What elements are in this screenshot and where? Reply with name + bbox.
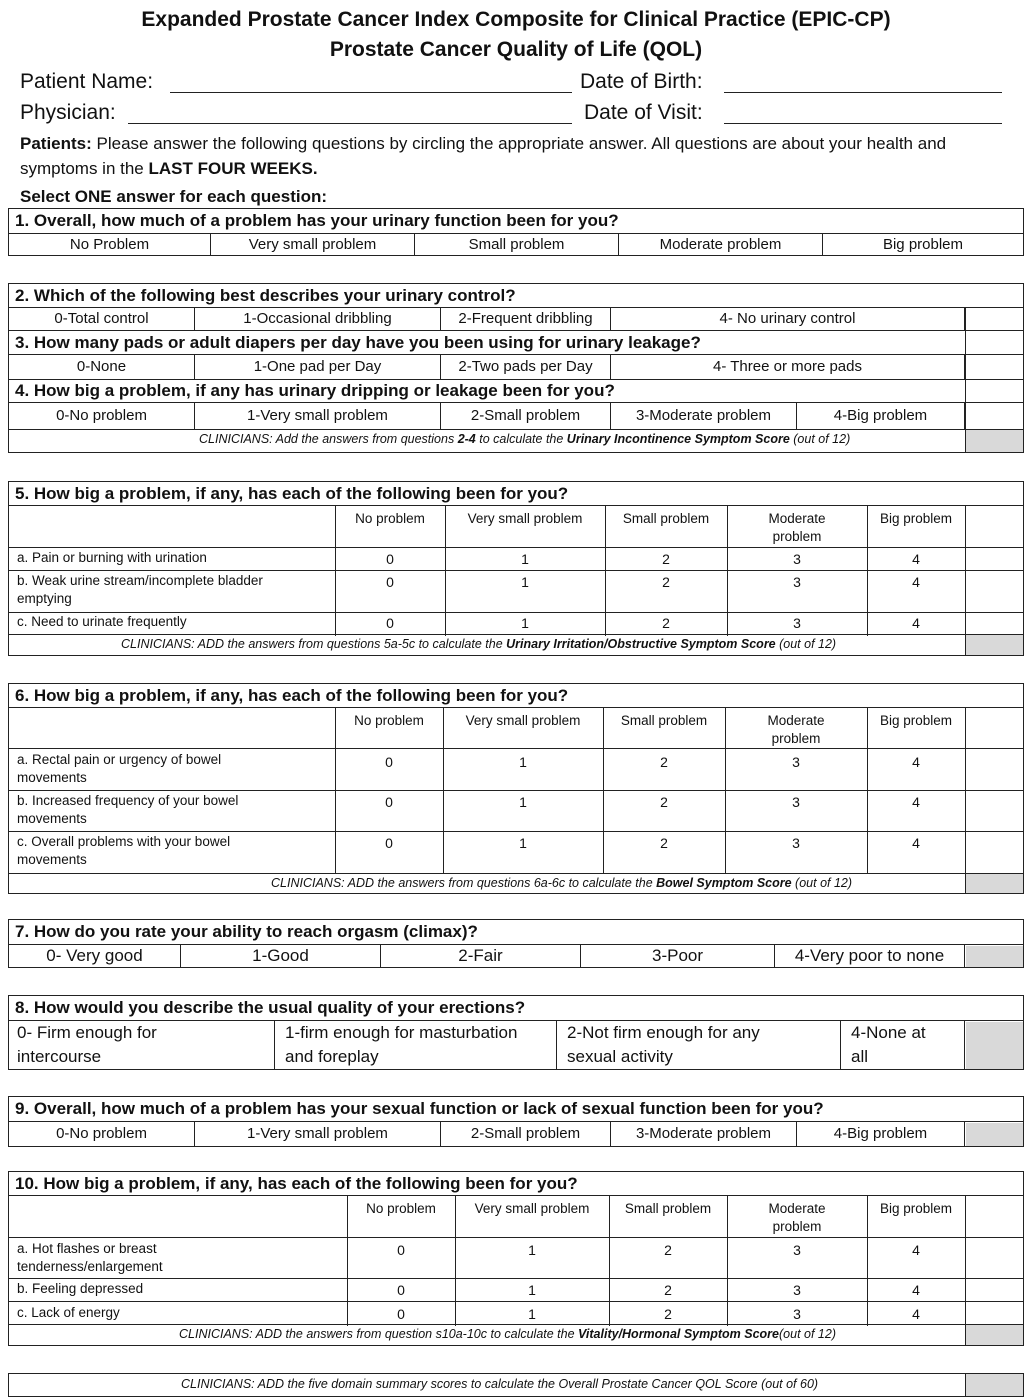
vitality-hormonal-instruction: CLINICIANS: ADD the answers from question s10a-10c to calculate the Vitality/Hormonal Symptom Score(out of 12) [179,1327,836,1341]
q8-option-2[interactable]: 2-Not firm enough for any sexual activity [557,1021,841,1069]
q8-option-3[interactable]: 4-None at all [841,1021,965,1069]
q4-option-4[interactable]: 4-Big problem [797,403,965,429]
q2-option-2[interactable]: 2-Frequent dribbling [441,308,611,330]
q10-row-label: c. Lack of energy [17,1305,120,1320]
q10-col-header: No problem [366,1201,436,1216]
q6-col-header: Big problem [879,713,953,728]
question-2-text: 2. Which of the following best describes your urinary control? [9,284,1023,308]
select-one-instruction: Select ONE answer for each question: [20,187,328,206]
physician-field[interactable] [128,123,572,124]
question-6-text: 6. How big a problem, if any, has each of the following been for you? [9,684,1023,708]
q9-option-3[interactable]: 3-Moderate problem [611,1122,797,1146]
q9-option-2[interactable]: 2-Small problem [441,1122,611,1146]
q10c-answer-3[interactable]: 3 [793,1306,801,1322]
q5a-answer-0[interactable]: 0 [386,551,394,567]
q4-option-3[interactable]: 3-Moderate problem [611,403,797,429]
q5b-answer-4[interactable]: 4 [912,574,920,590]
date-of-visit-field[interactable] [724,123,1002,124]
q10-row-label: a. Hot flashes or breast tenderness/enlargement [17,1241,163,1274]
question-1-text: 1. Overall, how much of a problem has your urinary function been for you? [9,209,1023,234]
q10a-answer-4[interactable]: 4 [912,1242,920,1258]
q10c-answer-1[interactable]: 1 [528,1306,536,1322]
q10a-answer-2[interactable]: 2 [664,1242,672,1258]
instructions [20,131,1010,181]
q7-option-0[interactable]: 0- Very good [9,945,181,967]
question-5-text: 5. How big a problem, if any, has each of the following been for you? [9,482,1023,506]
q5a-answer-4[interactable]: 4 [912,551,920,567]
q5-col-header: Very small problem [467,511,583,526]
last-four-weeks: LAST FOUR WEEKS. [148,159,318,178]
date-of-birth-label: Date of Birth: [580,70,703,93]
question-10 [8,1171,1024,1346]
q5a-answer-1[interactable]: 1 [521,551,529,567]
q5-col-header: Moderate problem [768,511,826,544]
q6c-answer-2[interactable]: 2 [660,835,668,851]
question-7 [8,919,1024,968]
form-title: Expanded Prostate Cancer Index Composite for Clinical Practice (EPIC-CP) [141,8,891,31]
q6a-answer-3[interactable]: 3 [792,754,800,770]
q10a-answer-3[interactable]: 3 [793,1242,801,1258]
q10c-answer-2[interactable]: 2 [664,1306,672,1322]
urinary-irritation-score-box[interactable] [966,635,1023,655]
q4-option-1[interactable]: 1-Very small problem [195,403,441,429]
bowel-score-box[interactable] [966,874,1023,893]
overall-score-box[interactable] [966,1374,1023,1396]
q4-option-2[interactable]: 2-Small problem [441,403,611,429]
q8-option-0[interactable]: 0- Firm enough for intercourse [9,1021,275,1069]
question-9-text: 9. Overall, how much of a problem has your sexual function or lack of sexual function been for you? [9,1097,1023,1122]
q5c-answer-1[interactable]: 1 [521,615,529,631]
bowel-score-instruction: CLINICIANS: ADD the answers from questions 6a-6c to calculate the Bowel Symptom Score (out of 12) [271,876,853,890]
q5-col-header: Small problem [622,511,710,526]
patient-name-label: Patient Name: [20,70,154,93]
q3-option-0[interactable]: 0-None [9,355,195,379]
physician-label: Physician: [20,101,116,124]
q6a-answer-0[interactable]: 0 [385,754,393,770]
q5-row-label: a. Pain or burning with urination [17,550,207,565]
q5-row-label: b. Weak urine stream/incomplete bladder emptying [17,573,263,606]
q7-option-3[interactable]: 3-Poor [581,945,775,967]
q9-score-box[interactable] [966,1123,1023,1146]
q3-option-1[interactable]: 1-One pad per Day [195,355,441,379]
question-5 [8,481,1024,656]
question-10-text: 10. How big a problem, if any, has each of the following been for you? [9,1172,1023,1196]
form-subtitle: Prostate Cancer Quality of Life (QOL) [329,38,703,61]
q6-col-header: Very small problem [465,713,581,728]
q4-option-0[interactable]: 0-No problem [9,403,195,429]
vitality-hormonal-score-box[interactable] [966,1325,1023,1345]
q10b-answer-4[interactable]: 4 [912,1282,920,1298]
q2-option-1[interactable]: 1-Occasional dribbling [195,308,441,330]
patient-name-field[interactable] [170,92,572,93]
q10-col-header: Very small problem [474,1201,590,1216]
q10b-answer-2[interactable]: 2 [664,1282,672,1298]
question-8-text: 8. How would you describe the usual quality of your erections? [9,996,1023,1021]
q6-col-header: Small problem [620,713,708,728]
q5c-answer-0[interactable]: 0 [386,615,394,631]
q6c-answer-1[interactable]: 1 [519,835,527,851]
q5b-answer-0[interactable]: 0 [386,574,394,590]
urinary-incontinence-instruction: CLINICIANS: Add the answers from questions 2-4 to calculate the Urinary Incontinence Symptom Score (out of 12) [199,432,851,446]
urinary-irritation-instruction: CLINICIANS: ADD the answers from questions 5a-5c to calculate the Urinary Irritation/Obstructive Symptom Score (out of 12) [121,637,837,651]
question-1 [8,208,1024,256]
q3-option-2[interactable]: 2-Two pads per Day [441,355,611,379]
q6-row-label: b. Increased frequency of your bowel movements [17,793,239,826]
q5c-answer-2[interactable]: 2 [662,615,670,631]
q6b-answer-0[interactable]: 0 [385,794,393,810]
q6c-answer-0[interactable]: 0 [385,835,393,851]
q1-option-1[interactable]: Very small problem [211,234,415,256]
q5b-answer-1[interactable]: 1 [521,574,529,590]
q10-row-label: b. Feeling depressed [17,1281,144,1296]
q2-option-0[interactable]: 0-Total control [9,308,195,330]
q5a-answer-3[interactable]: 3 [793,551,801,567]
q6a-answer-1[interactable]: 1 [519,754,527,770]
q10-col-header: Small problem [624,1201,712,1216]
q5b-answer-3[interactable]: 3 [793,574,801,590]
q10b-answer-0[interactable]: 0 [397,1282,405,1298]
q6b-answer-1[interactable]: 1 [519,794,527,810]
q5-col-header: No problem [355,511,425,526]
q7-option-4[interactable]: 4-Very poor to none [775,945,965,967]
q10c-answer-0[interactable]: 0 [397,1306,405,1322]
q6b-answer-4[interactable]: 4 [912,794,920,810]
q6-row-label: a. Rectal pain or urgency of bowel movements [17,752,222,785]
question-4-text: 4. How big a problem, if any has urinary dripping or leakage been for you? [9,380,1023,403]
q2-option-3[interactable]: 4- No urinary control [611,308,965,330]
q1-option-3[interactable]: Moderate problem [619,234,823,256]
q5a-answer-2[interactable]: 2 [662,551,670,567]
question-7-text: 7. How do you rate your ability to reach orgasm (climax)? [9,920,1023,945]
q8-score-box[interactable] [966,1022,1023,1069]
overall-score-row [8,1373,1024,1397]
date-of-birth-field[interactable] [724,92,1002,93]
q5-col-header: Big problem [879,511,953,526]
q10c-answer-4[interactable]: 4 [912,1306,920,1322]
q7-option-1[interactable]: 1-Good [181,945,381,967]
q10-col-header: Big problem [879,1201,953,1216]
q6c-answer-3[interactable]: 3 [792,835,800,851]
q10-col-header: Moderate problem [768,1201,826,1234]
q3-option-3[interactable]: 4- Three or more pads [611,355,965,379]
q10a-answer-0[interactable]: 0 [397,1242,405,1258]
date-of-visit-label: Date of Visit: [584,101,703,124]
questions-2-4 [8,283,1024,453]
q1-option-2[interactable]: Small problem [415,234,619,256]
q1-option-0[interactable]: No Problem [9,234,211,256]
q5b-answer-2[interactable]: 2 [662,574,670,590]
q6b-answer-2[interactable]: 2 [660,794,668,810]
q9-option-4[interactable]: 4-Big problem [797,1122,965,1146]
q5-row-label: c. Need to urinate frequently [17,614,187,629]
q9-option-0[interactable]: 0-No problem [9,1122,195,1146]
q6a-answer-2[interactable]: 2 [660,754,668,770]
q6-col-header: No problem [354,713,424,728]
question-6 [8,683,1024,894]
urinary-incontinence-score-box[interactable] [966,430,1023,452]
q9-option-1[interactable]: 1-Very small problem [195,1122,441,1146]
q5c-answer-4[interactable]: 4 [912,615,920,631]
overall-score-instruction: CLINICIANS: ADD the five domain summary scores to calculate the Overall Prostate Cancer QOL Score (out of 60) [181,1377,819,1391]
q1-option-4[interactable]: Big problem [882,236,964,253]
q7-option-2[interactable]: 2-Fair [381,945,581,967]
question-8 [8,995,1024,1070]
patients-label: Patients: [20,134,92,153]
q10a-answer-1[interactable]: 1 [528,1242,536,1258]
q7-score-box[interactable] [966,946,1023,967]
question-9 [8,1096,1024,1147]
q6c-answer-4[interactable]: 4 [912,835,920,851]
q10b-answer-1[interactable]: 1 [528,1282,536,1298]
q6-col-header: Moderate problem [767,713,825,746]
instructions-text: Please answer the following questions by circling the appropriate answer. All questions are about your health and symptoms in the [20,134,947,178]
question-3-text: 3. How many pads or adult diapers per day have you been using for urinary leakage? [9,331,1023,355]
q10b-answer-3[interactable]: 3 [793,1282,801,1298]
q6a-answer-4[interactable]: 4 [912,754,920,770]
q5c-answer-3[interactable]: 3 [793,615,801,631]
q6b-answer-3[interactable]: 3 [792,794,800,810]
q8-option-1[interactable]: 1-firm enough for masturbation and foreplay [275,1021,557,1069]
q6-row-label: c. Overall problems with your bowel movements [17,834,231,867]
